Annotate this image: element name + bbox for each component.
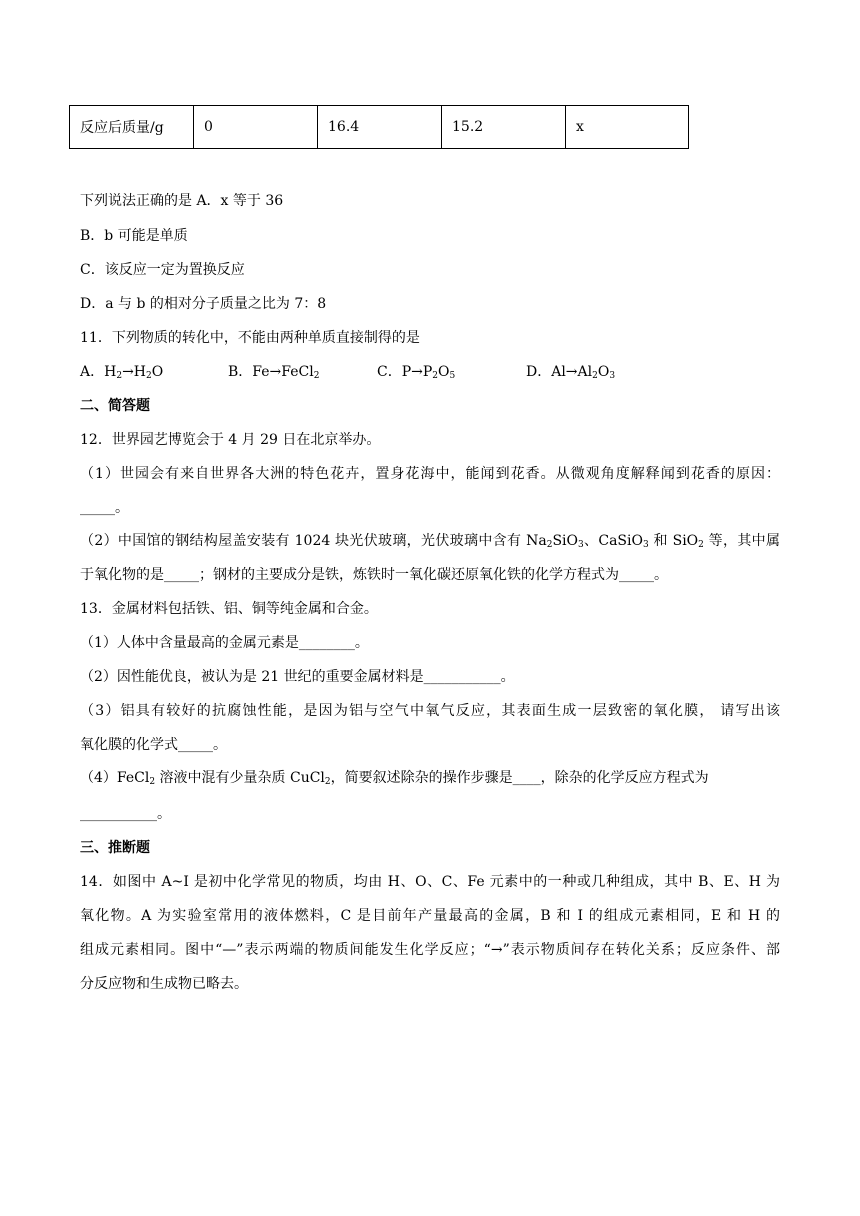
q13-part2: （2）因性能优良，被认为是 21 世纪的重要金属材料是___________。 (80, 669, 515, 685)
table-cell: 0 (194, 106, 318, 149)
q13-part3: （3）铝具有较好的抗腐蚀性能，是因为铝与空气中氧气反应，其表面生成一层致密的氧化膜， 请写出该 (80, 703, 780, 719)
section-heading-inference: 三、推断题 (80, 840, 150, 856)
q12-part2-cont: 于氧化物的是_____；钢材的主要成分是铁，炼铁时一氧化碳还原氧化铁的化学方程式为_____。 (80, 567, 668, 583)
q10-option-d: D．a 与 b 的相对分子质量之比为 7：8 (80, 296, 327, 312)
q12-part1: （1）世园会有来自世界各大洲的特色花卉，置身花海中，能闻到花香。从微观角度解释闻到花香的原因： (80, 466, 780, 482)
q10-option-a: 下列说法正确的是 A．x 等于 36 (80, 193, 284, 209)
mass-table (69, 105, 689, 149)
q11-option-b: B．Fe→FeCl$_2$ (228, 364, 320, 381)
q13-part4-cont: ___________。 (80, 806, 171, 822)
q11-stem: 11．下列物质的转化中，不能由两种单质直接制得的是 (80, 330, 420, 346)
q14-line1: 14．如图中 A~I 是初中化学常见的物质，均由 H、O、C、Fe 元素中的一种或几种组成，其中 B、E、H 为 (80, 874, 780, 890)
q10-option-b: B．b 可能是单质 (80, 228, 188, 244)
q11-options (80, 362, 640, 382)
q11-option-c: C．$P\to P_2O_5$ (377, 364, 456, 381)
table-cell: x (566, 106, 689, 149)
q13-part3-cont: 氧化膜的化学式_____。 (80, 737, 227, 753)
section-heading-short-answer: 二、简答题 (80, 398, 150, 414)
q10-option-c: C．该反应一定为置换反应 (80, 262, 245, 278)
q13-stem: 13．金属材料包括铁、铝、铜等纯金属和合金。 (80, 601, 378, 617)
q12-part2: （2）中国馆的钢结构屋盖安装有 1024 块光伏玻璃，光伏玻璃中含有 $Na_2SiO_3$、CaSiO$_3$ 和 SiO$_2$ 等，其中属 (80, 533, 780, 550)
q14-line3: 组成元素相同。图中“—”表示两端的物质间能发生化学反应；“→”表示物质间存在转化关系；反应条件、部 (80, 942, 780, 958)
table-row (70, 106, 689, 149)
q12-stem: 12．世界园艺博览会于 4 月 29 日在北京举办。 (80, 432, 381, 448)
table-cell: 15.2 (442, 106, 566, 149)
table-cell: 反应后质量/g (70, 106, 194, 149)
q11-option-d: D．$Al\to Al_2O_3$ (526, 364, 616, 381)
q14-line2: 氧化物。A 为实验室常用的液体燃料，C 是目前年产量最高的金属，B 和 I 的组成元素相同，E 和 H 的 (80, 908, 780, 924)
q14-line4: 分反应物和生成物已略去。 (80, 976, 248, 992)
table-cell: 16.4 (318, 106, 442, 149)
q13-part1: （1）人体中含量最高的金属元素是________。 (80, 635, 369, 651)
q13-part4: （4）FeCl$_2$ 溶液中混有少量杂质 CuCl$_2$，简要叙述除杂的操作步骤是____，除杂的化学反应方程式为 (80, 770, 709, 787)
q11-option-a: A．$H_2\to H_2O$ (80, 364, 164, 381)
q12-part1-blank: _____。 (80, 500, 129, 516)
